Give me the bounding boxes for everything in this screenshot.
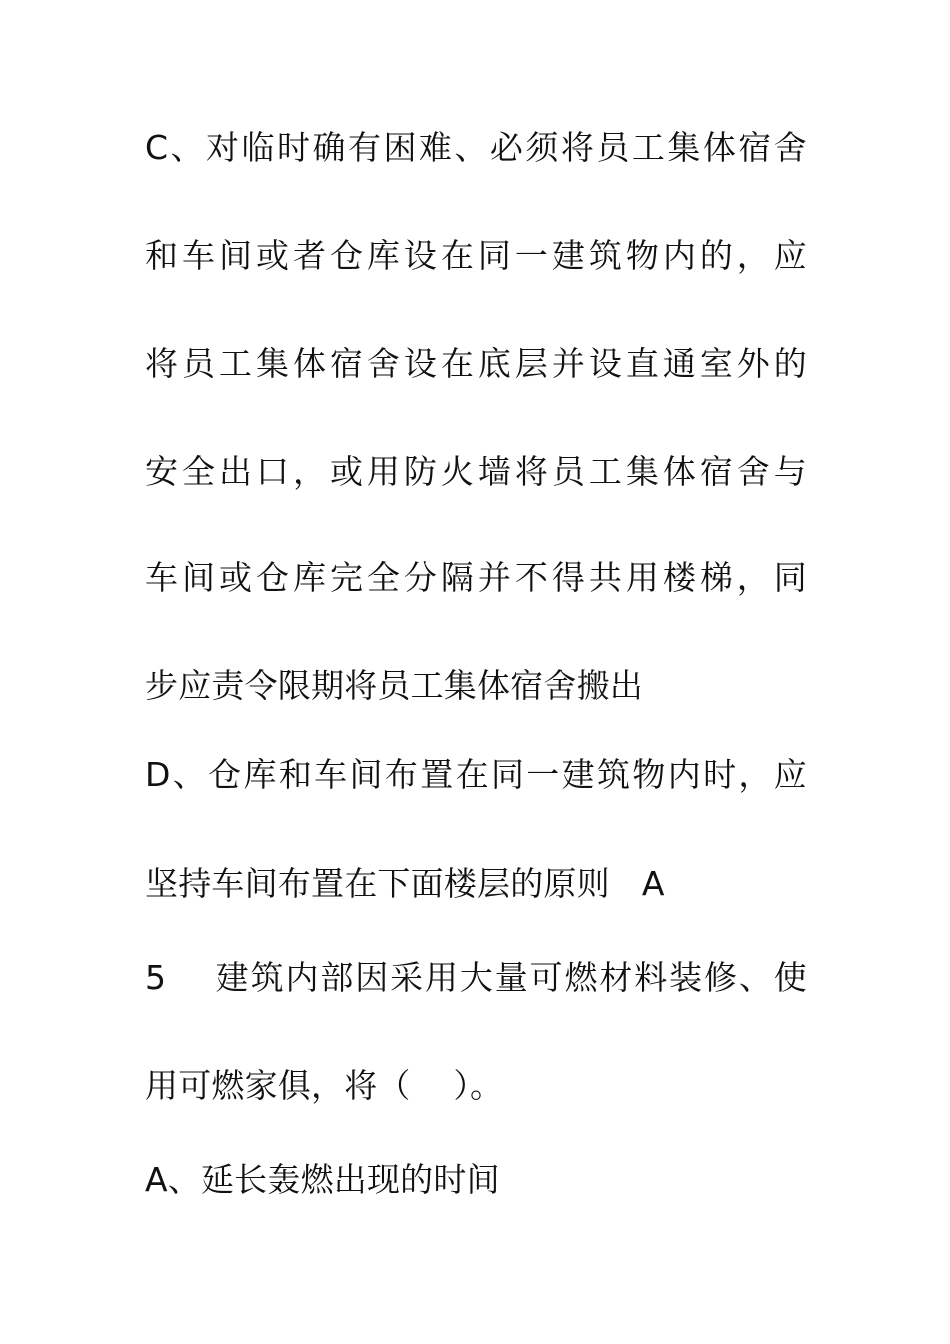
option-c-line-6: 步应责令限期将员工集体宿舍搬出: [145, 666, 643, 705]
option-a-line: A、延长轰燃出现的时间: [145, 1160, 500, 1199]
option-c-line-3: 将员工集体宿舍设在底层并设直通室外的: [145, 344, 807, 383]
option-c-line-1: C、对临时确有困难、必须将员工集体宿舍: [145, 128, 807, 167]
option-c-line-2: 和车间或者仓库设在同一建筑物内的，应: [145, 236, 807, 275]
option-d-line-2-with-answer: 坚持车间布置在下面楼层的原则 A: [145, 864, 665, 903]
option-c-line-4: 安全出口，或用防火墙将员工集体宿舍与: [145, 452, 807, 491]
question-5-line-2: 用可燃家俱，将（ ）。: [145, 1066, 504, 1105]
option-c-line-5: 车间或仓库完全分隔并不得共用楼梯，同: [145, 558, 807, 597]
option-d-line-1: D、仓库和车间布置在同一建筑物内时，应: [145, 755, 807, 794]
question-5-line-1: 5 建筑内部因采用大量可燃材料装修、使: [145, 958, 807, 997]
